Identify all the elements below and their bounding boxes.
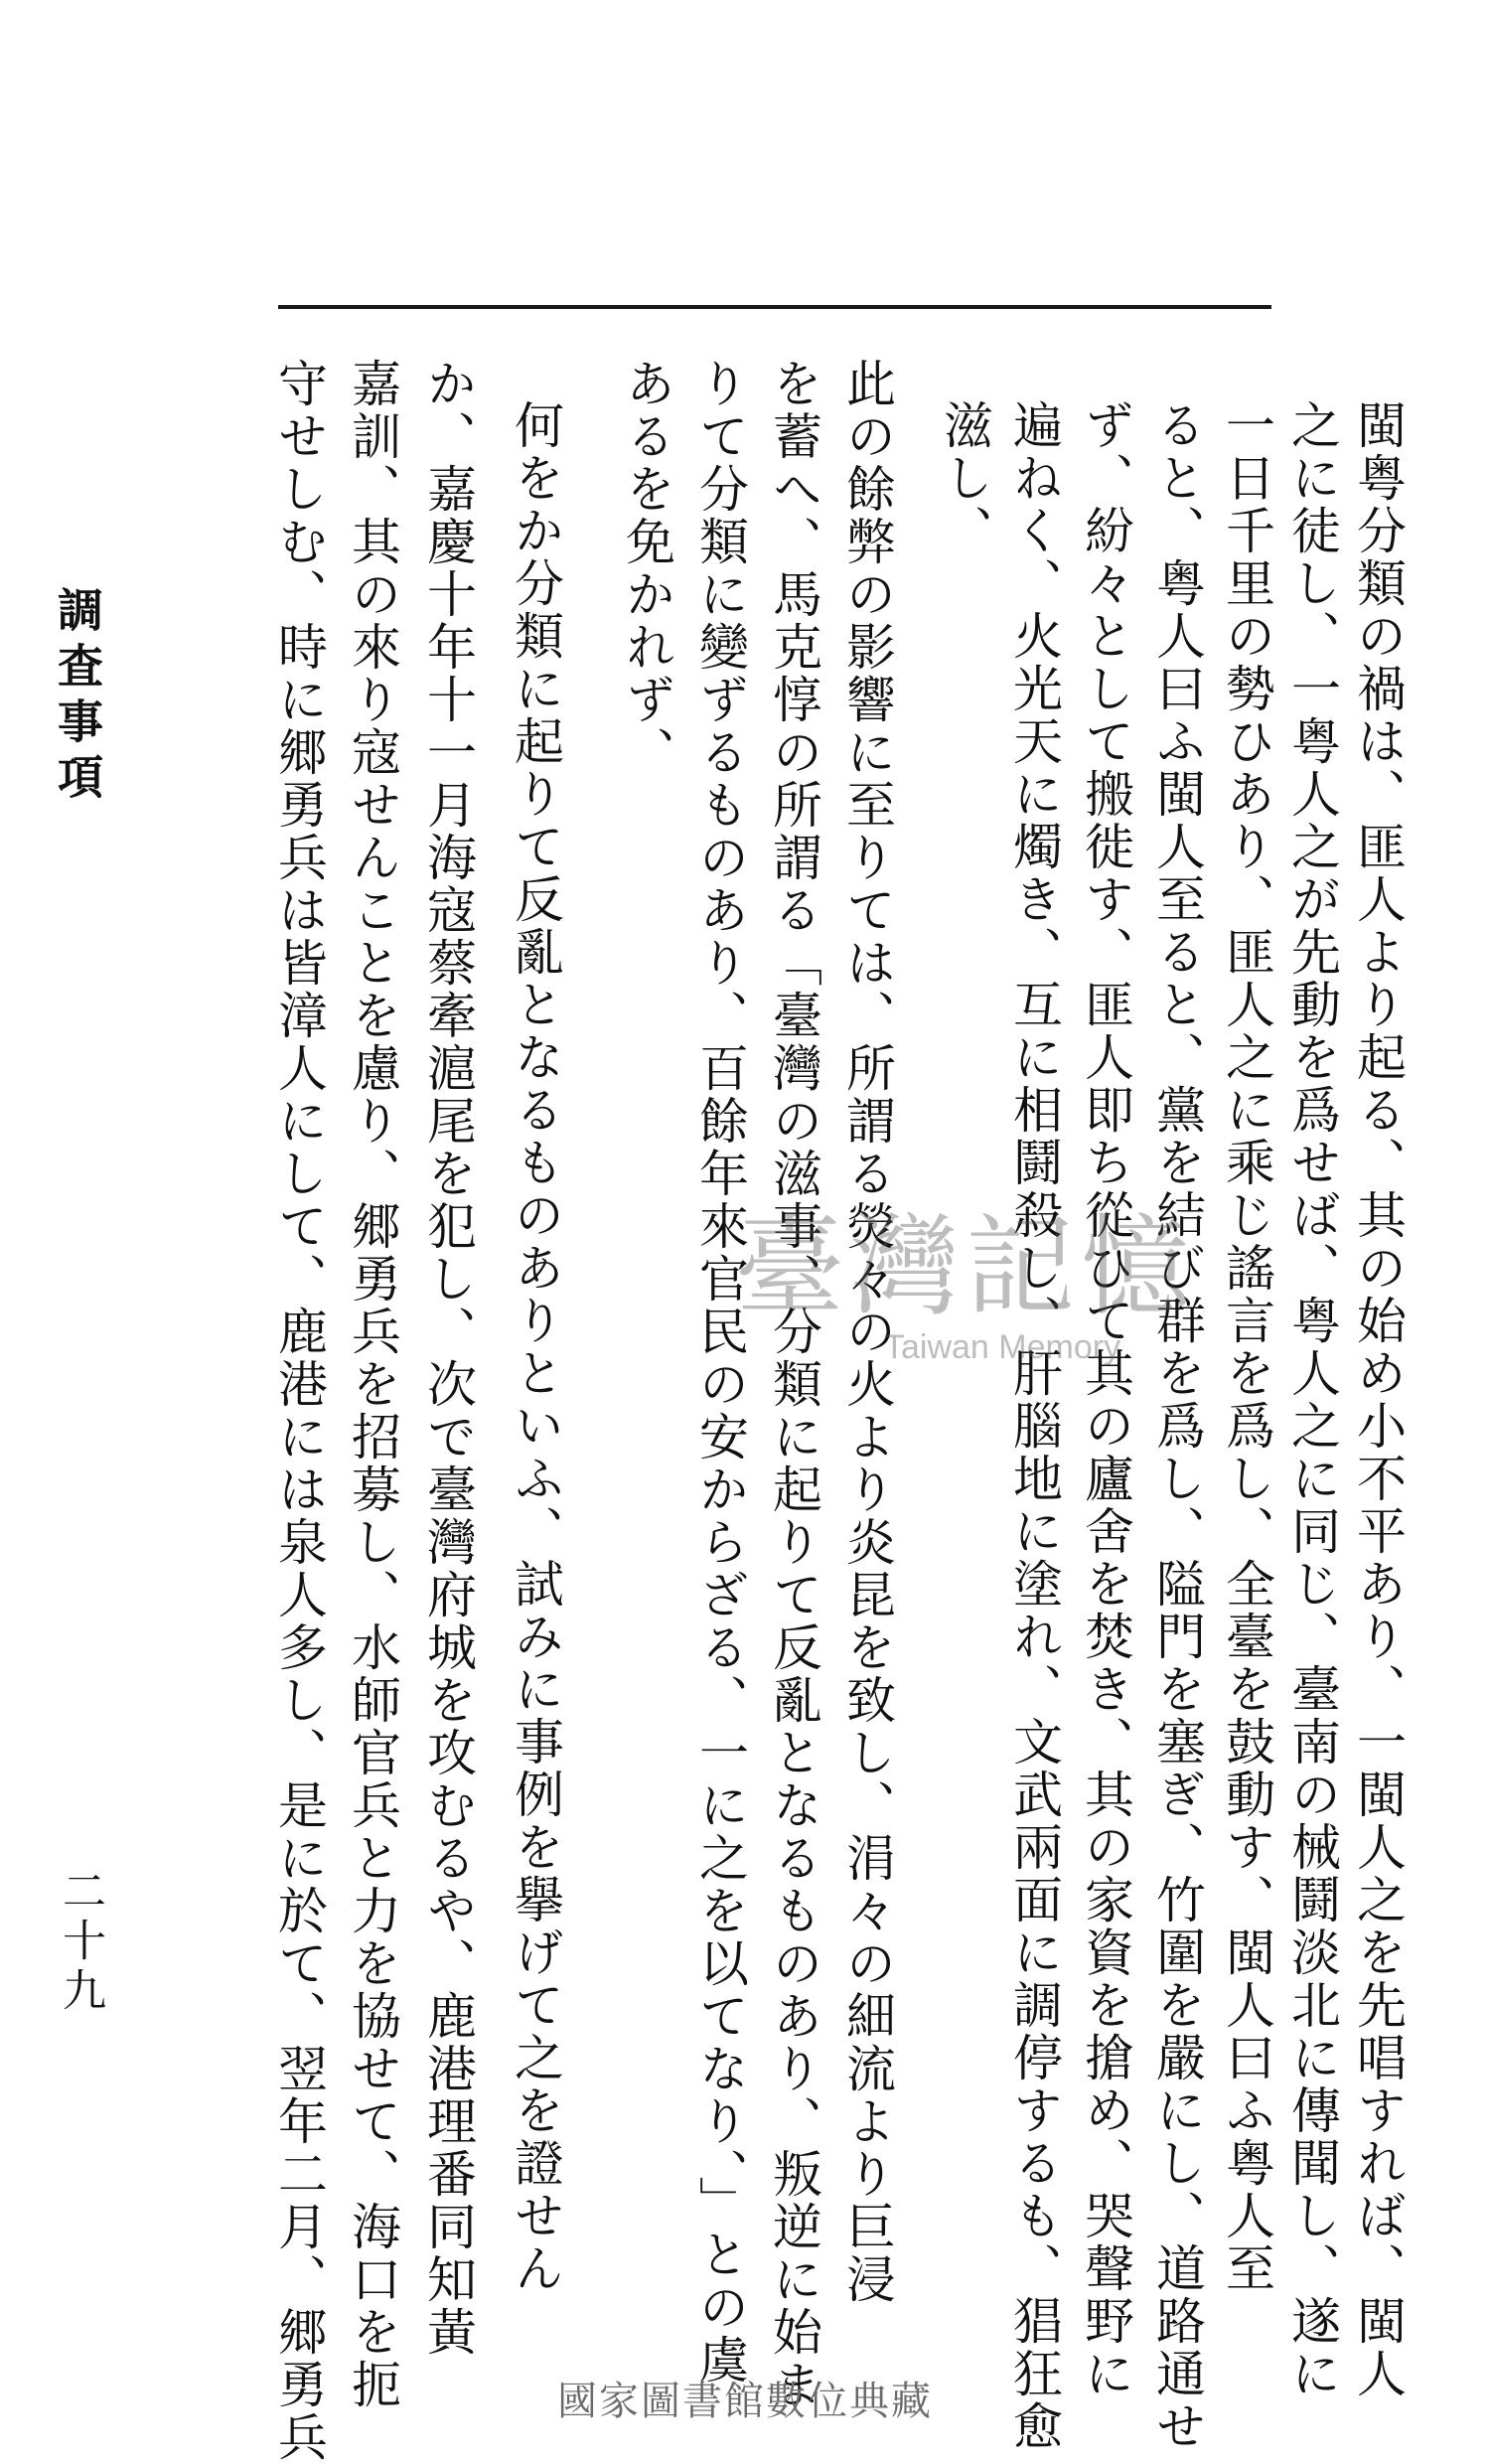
text-column: ず、紛々として搬徙す、匪人即ち從ひて其の廬舍を焚き、其の家資を搶め、哭聲野に [1077,399,1134,2400]
page-number: 二十九 [55,1868,105,2017]
text-column: あるを免かれず、 [618,358,675,779]
top-rule [278,305,1271,309]
text-column: か、嘉慶十年十一月海寇蔡牽滬尾を犯し、次で臺灣府城を攻むるや、鹿港理番同知黃 [419,358,477,2359]
text-column: 嘉訓、其の來り寇せんことを慮り、郷勇兵を招募し、水師官兵と力を協せて、海口を扼 [344,358,401,2411]
text-column: 閩粤分類の禍は、匪人より起る、其の始め小不平あり、一閩人之を先唱すれば、閩人 [1349,399,1407,2400]
text-column: を蓄へ、馬克惇の所謂る「臺灣の滋事、分類に起りて反亂となるものあり、叛逆に始ま [765,358,822,2411]
text-column: 守せしむ、時に郷勇兵は皆漳人にして、鹿港には泉人多し、是に於て、翌年二月、郷勇兵 [270,358,328,2464]
text-column: 遍ねく、火光天に燭き、互に相鬪殺し、肝腦地に塗れ、文武兩面に調停するも、猖狂愈 [1005,399,1063,2453]
text-column: 之に徒し、一粤人之が先動を爲せば、粤人之に同じ、臺南の械鬪淡北に傳聞し、遂に [1283,399,1341,2400]
text-column: ると、粤人曰ふ閩人至ると、黨を結び群を爲し、隘門を塞ぎ、竹圍を嚴にし、道路通せ [1148,399,1206,2453]
text-column: 何をか分類に起りて反亂となるものありといふ、試みに事例を擧げて之を證せん [507,399,564,2295]
footer-credit: 國家圖書館數位典藏 [557,2379,933,2424]
text-column: 此の餘弊の影響に至りては、所謂る熒々の火より炎昆を致し、涓々の細流より巨浸 [838,358,896,2306]
running-head: 調査事項 [51,586,104,809]
watermark-logo-text: 臺灣記憶 [735,1203,1196,1330]
text-column: 一日千里の勢ひあり、匪人之に乘じ謠言を爲し、全臺を鼓動す、閩人曰ふ粤人至 [1218,399,1275,2295]
text-column: 滋し、 [936,399,993,557]
text-column: りて分類に變ずるものあり、百餘年來官民の安からざる、一に之を以てなり、」との虞 [691,358,749,2387]
watermark-logo-subtext: Taiwan Memory [884,1328,1121,1366]
